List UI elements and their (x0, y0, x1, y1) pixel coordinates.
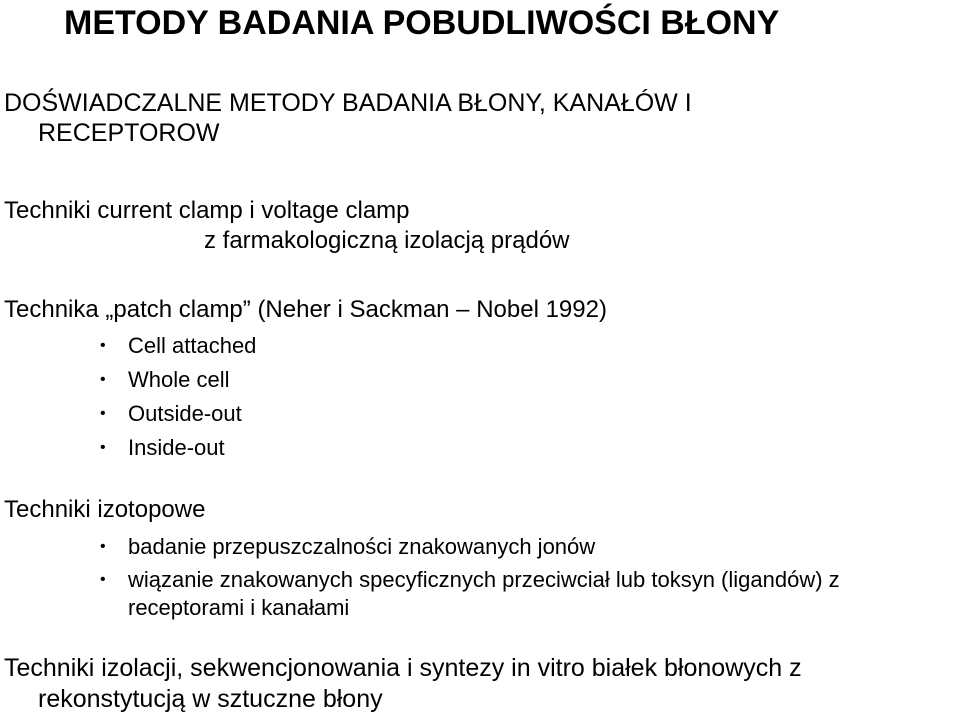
clamp-techniques-line-2: z farmakologiczną izolacją prądów (204, 227, 570, 254)
section-heading-line-1: DOŚWIADCZALNE METODY BADANIA BŁONY, KANAŁÓW I (4, 89, 692, 117)
isolation-techniques-line-2: rekonstytucją w sztuczne błony (38, 685, 383, 713)
patch-item-inside-out: Inside-out (128, 435, 225, 460)
bullet-icon: • (100, 337, 106, 354)
bullet-icon: • (100, 571, 106, 588)
section-heading-line-2: RECEPTOROW (38, 119, 220, 147)
isotope-heading: Techniki izotopowe (4, 496, 206, 523)
bullet-icon: • (100, 538, 106, 555)
isotope-item-binding-line-1: wiązanie znakowanych specyficznych przeciwciał lub toksyn (ligandów) z (128, 567, 840, 592)
isolation-techniques-line-1: Techniki izolacji, sekwencjonowania i syntezy in vitro białek błonowych z (4, 654, 802, 682)
patch-clamp-heading: Technika „patch clamp” (Neher i Sackman – Nobel 1992) (4, 296, 607, 323)
bullet-icon: • (100, 439, 106, 456)
isotope-item-binding-line-2: receptorami i kanałami (128, 595, 350, 620)
isotope-item-permeability: badanie przepuszczalności znakowanych jonów (128, 534, 596, 559)
patch-item-cell-attached: Cell attached (128, 333, 257, 358)
patch-item-whole-cell: Whole cell (128, 367, 230, 392)
page-title: METODY BADANIA POBUDLIWOŚCI BŁONY (64, 4, 780, 42)
clamp-techniques-line-1: Techniki current clamp i voltage clamp (4, 197, 410, 224)
bullet-icon: • (100, 405, 106, 422)
patch-item-outside-out: Outside-out (128, 401, 242, 426)
bullet-icon: • (100, 371, 106, 388)
